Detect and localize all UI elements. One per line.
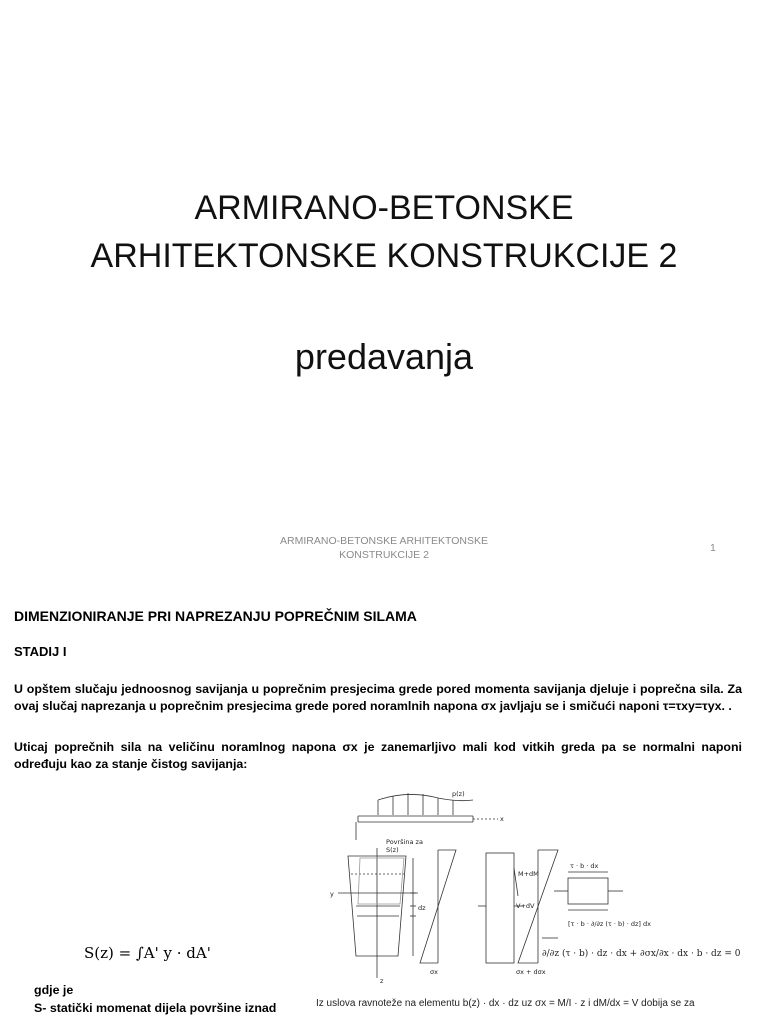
label-moment: M+dM bbox=[518, 870, 539, 878]
label-shear: V+dV bbox=[516, 902, 535, 910]
beam-stress-figure bbox=[318, 778, 752, 998]
title-line-2: ARHITEKTONSKE KONSTRUKCIJE 2 bbox=[90, 237, 678, 275]
equilibrium-note: Iz uslova ravnoteže na elementu b(z) · dx · dz uz σx = M/I · z i dM/dx = V dobija se za bbox=[316, 998, 695, 1009]
content-slide bbox=[0, 580, 768, 1024]
footer-line-1: ARMIRANO-BETONSKE ARHITEKTONSKE bbox=[280, 535, 488, 547]
paragraph-2: Uticaj poprečnih sila na veličinu noramlnog napona σx je zanemarljivo mali kod vitkih greda pa se normalni naponi određuju kao za stanje čistog savijanja: bbox=[14, 740, 742, 771]
label-s-of-z: S(z) bbox=[386, 846, 399, 854]
label-y-axis: y bbox=[330, 890, 334, 898]
label-sigma-x-dx: σx + dσx bbox=[516, 968, 546, 976]
label-surface: Površina za bbox=[386, 838, 423, 846]
label-x-axis: x bbox=[500, 815, 504, 823]
differential-element bbox=[568, 878, 608, 904]
section-heading: DIMENZIONIRANJE PRI NAPREZANJU POPREČNIM SILAMA bbox=[14, 608, 417, 624]
equilibrium-formula: ∂/∂z (τ · b) · dz · dx + ∂σx/∂x · dx · b · dz = 0 bbox=[542, 949, 741, 959]
label-z-axis: z bbox=[380, 977, 384, 985]
paragraph-1: U opštem slučaju jednoosnog savijanja u poprečnim presjecima grede pored momenta savijanja djeluje i poprečna sila. Za ovaj slučaj naprezanja u poprečnim presjecima grede pored noramlnih napona σx javljaju se i smičući naponi τ=τxy=τyx. . bbox=[14, 682, 742, 713]
title-line-1: ARMIRANO-BETONSKE bbox=[194, 189, 574, 227]
label-tau-bdx: τ · b · dx bbox=[570, 862, 599, 870]
page-number: 1 bbox=[710, 542, 716, 554]
beam-element bbox=[486, 853, 514, 963]
label-sigma-x: σx bbox=[430, 968, 438, 976]
static-moment-formula: S(z) = ∫A' y · dA' bbox=[84, 944, 211, 962]
footer-line-2: KONSTRUKCIJE 2 bbox=[339, 549, 429, 561]
where-label: gdje je bbox=[34, 983, 74, 997]
static-moment-definition: S- statički momenat dijela površine iznad bbox=[34, 1001, 277, 1015]
slide-footer bbox=[258, 534, 510, 562]
subtitle: predavanja bbox=[294, 336, 474, 377]
label-dz: dz bbox=[418, 904, 426, 912]
label-lower-formula: [τ · b · ∂/∂z (τ · b) · dz] dx bbox=[568, 920, 651, 928]
label-load: p(z) bbox=[452, 790, 465, 798]
stage-heading: STADIJ I bbox=[14, 644, 67, 659]
